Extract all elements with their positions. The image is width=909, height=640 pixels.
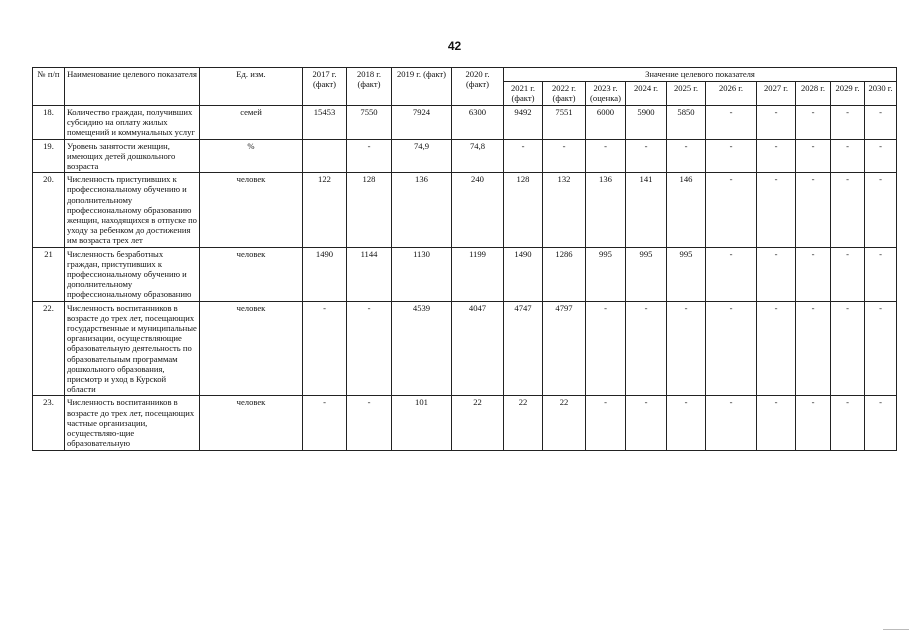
- cell-2025: -: [667, 396, 706, 450]
- cell-2018: 1144: [347, 247, 392, 301]
- cell-2028: -: [796, 301, 831, 396]
- header-year-2020: 2020 г. (факт): [452, 68, 504, 106]
- table-row: [33, 106, 897, 140]
- header-year-2017: 2017 г. (факт): [303, 68, 347, 106]
- cell-2028: -: [796, 106, 831, 140]
- cell-2024: -: [626, 301, 667, 396]
- cell-2030: -: [865, 173, 897, 247]
- cell-2029: -: [831, 301, 865, 396]
- cell-2024: -: [626, 396, 667, 450]
- row-num: 23.: [33, 396, 65, 450]
- cell-2023: -: [586, 396, 626, 450]
- cell-2023: 6000: [586, 106, 626, 140]
- cell-2018: -: [347, 301, 392, 396]
- header-year-2029: 2029 г.: [831, 82, 865, 106]
- cell-2021: 128: [504, 173, 543, 247]
- row-name: Численность приступивших к профессиональному обучению и дополнительному профессиональному образованию женщин, находящихся в отпуске по уходу за ребенком до достижения им возраста трех лет: [65, 173, 200, 247]
- cell-2022: 132: [543, 173, 586, 247]
- header-year-2025: 2025 г.: [667, 82, 706, 106]
- cell-2018: 128: [347, 173, 392, 247]
- cell-2026: -: [706, 247, 757, 301]
- cell-2026: -: [706, 173, 757, 247]
- cell-2026: -: [706, 139, 757, 173]
- header-year-2023: 2023 г. (оценка): [586, 82, 626, 106]
- cell-2017: 1490: [303, 247, 347, 301]
- row-num: 21: [33, 247, 65, 301]
- cell-2025: -: [667, 139, 706, 173]
- cell-2030: -: [865, 139, 897, 173]
- cell-2025: 995: [667, 247, 706, 301]
- row-unit: %: [200, 139, 303, 173]
- header-unit: Ед. изм.: [200, 68, 303, 106]
- table-row: [33, 173, 897, 247]
- cell-2030: -: [865, 396, 897, 450]
- cell-2017: [303, 139, 347, 173]
- cell-2027: -: [757, 301, 796, 396]
- cell-2024: 5900: [626, 106, 667, 140]
- header-year-2022: 2022 г. (факт): [543, 82, 586, 106]
- cell-2029: -: [831, 139, 865, 173]
- cell-2021: 22: [504, 396, 543, 450]
- cell-2019: 74,9: [392, 139, 452, 173]
- cell-2028: -: [796, 247, 831, 301]
- cell-2019: 1130: [392, 247, 452, 301]
- cell-2023: 995: [586, 247, 626, 301]
- header-year-2030: 2030 г.: [865, 82, 897, 106]
- cell-2029: -: [831, 247, 865, 301]
- scan-artifact: [883, 629, 909, 630]
- cell-2020: 22: [452, 396, 504, 450]
- row-num: 22.: [33, 301, 65, 396]
- cell-2030: -: [865, 247, 897, 301]
- cell-2018: -: [347, 139, 392, 173]
- cell-2029: -: [831, 106, 865, 140]
- cell-2020: 4047: [452, 301, 504, 396]
- row-unit: семей: [200, 106, 303, 140]
- cell-2017: -: [303, 396, 347, 450]
- cell-2021: -: [504, 139, 543, 173]
- cell-2025: 5850: [667, 106, 706, 140]
- cell-2020: 240: [452, 173, 504, 247]
- cell-2027: -: [757, 396, 796, 450]
- cell-2019: 7924: [392, 106, 452, 140]
- cell-2020: 1199: [452, 247, 504, 301]
- table-row: [33, 139, 897, 173]
- cell-2026: -: [706, 301, 757, 396]
- cell-2021: 4747: [504, 301, 543, 396]
- page-number: 42: [447, 39, 462, 53]
- cell-2028: -: [796, 396, 831, 450]
- table-row: [33, 247, 897, 301]
- cell-2022: 7551: [543, 106, 586, 140]
- header-year-2018: 2018 г. (факт): [347, 68, 392, 106]
- cell-2019: 101: [392, 396, 452, 450]
- cell-2022: 1286: [543, 247, 586, 301]
- header-year-2021: 2021 г. (факт): [504, 82, 543, 106]
- header-year-2027: 2027 г.: [757, 82, 796, 106]
- row-num: 19.: [33, 139, 65, 173]
- cell-2029: -: [831, 396, 865, 450]
- header-year-2026: 2026 г.: [706, 82, 757, 106]
- cell-2024: 995: [626, 247, 667, 301]
- target-indicators-table: [32, 67, 897, 451]
- cell-2020: 6300: [452, 106, 504, 140]
- cell-2022: 22: [543, 396, 586, 450]
- cell-2024: -: [626, 139, 667, 173]
- cell-2020: 74,8: [452, 139, 504, 173]
- row-num: 18.: [33, 106, 65, 140]
- row-unit: человек: [200, 301, 303, 396]
- row-unit: человек: [200, 247, 303, 301]
- cell-2030: -: [865, 301, 897, 396]
- cell-2023: -: [586, 301, 626, 396]
- cell-2021: 9492: [504, 106, 543, 140]
- cell-2027: -: [757, 173, 796, 247]
- cell-2022: 4797: [543, 301, 586, 396]
- cell-2017: 122: [303, 173, 347, 247]
- row-name: Численность воспитанников в возрасте до трех лет, посещающих частные организации, осуществляю-щие образовательную: [65, 396, 200, 450]
- cell-2022: -: [543, 139, 586, 173]
- header-year-2028: 2028 г.: [796, 82, 831, 106]
- cell-2028: -: [796, 173, 831, 247]
- cell-2023: -: [586, 139, 626, 173]
- row-num: 20.: [33, 173, 65, 247]
- row-name: Количество граждан, получивших субсидию на оплату жилых помещений и коммунальных услуг: [65, 106, 200, 140]
- cell-2028: -: [796, 139, 831, 173]
- header-year-2024: 2024 г.: [626, 82, 667, 106]
- cell-2024: 141: [626, 173, 667, 247]
- header-group-title: Значение целевого показателя: [504, 68, 897, 82]
- table-row: [33, 301, 897, 396]
- header-year-2019: 2019 г. (факт): [392, 68, 452, 106]
- row-name: Уровень занятости женщин, имеющих детей дошкольного возраста: [65, 139, 200, 173]
- cell-2027: -: [757, 106, 796, 140]
- cell-2030: -: [865, 106, 897, 140]
- row-unit: человек: [200, 173, 303, 247]
- cell-2025: -: [667, 301, 706, 396]
- cell-2027: -: [757, 247, 796, 301]
- cell-2029: -: [831, 173, 865, 247]
- cell-2025: 146: [667, 173, 706, 247]
- cell-2027: -: [757, 139, 796, 173]
- cell-2017: -: [303, 301, 347, 396]
- row-name: Численность безработных граждан, приступивших к профессиональному обучению и дополнительному профессиональному образованию: [65, 247, 200, 301]
- cell-2019: 4539: [392, 301, 452, 396]
- cell-2026: -: [706, 396, 757, 450]
- cell-2017: 15453: [303, 106, 347, 140]
- cell-2023: 136: [586, 173, 626, 247]
- header-num: № п/п: [33, 68, 65, 106]
- row-name: Численность воспитанников в возрасте до трех лет, посещающих государственные и муниципальные организации, осуществляющие образовательную деятельность по образовательным программам дошкольного образования, присмотр и уход в Курской области: [65, 301, 200, 396]
- cell-2018: -: [347, 396, 392, 450]
- row-unit: человек: [200, 396, 303, 450]
- header-name: Наименование целевого показателя: [65, 68, 200, 106]
- cell-2018: 7550: [347, 106, 392, 140]
- cell-2019: 136: [392, 173, 452, 247]
- cell-2026: -: [706, 106, 757, 140]
- cell-2021: 1490: [504, 247, 543, 301]
- table-row: [33, 396, 897, 450]
